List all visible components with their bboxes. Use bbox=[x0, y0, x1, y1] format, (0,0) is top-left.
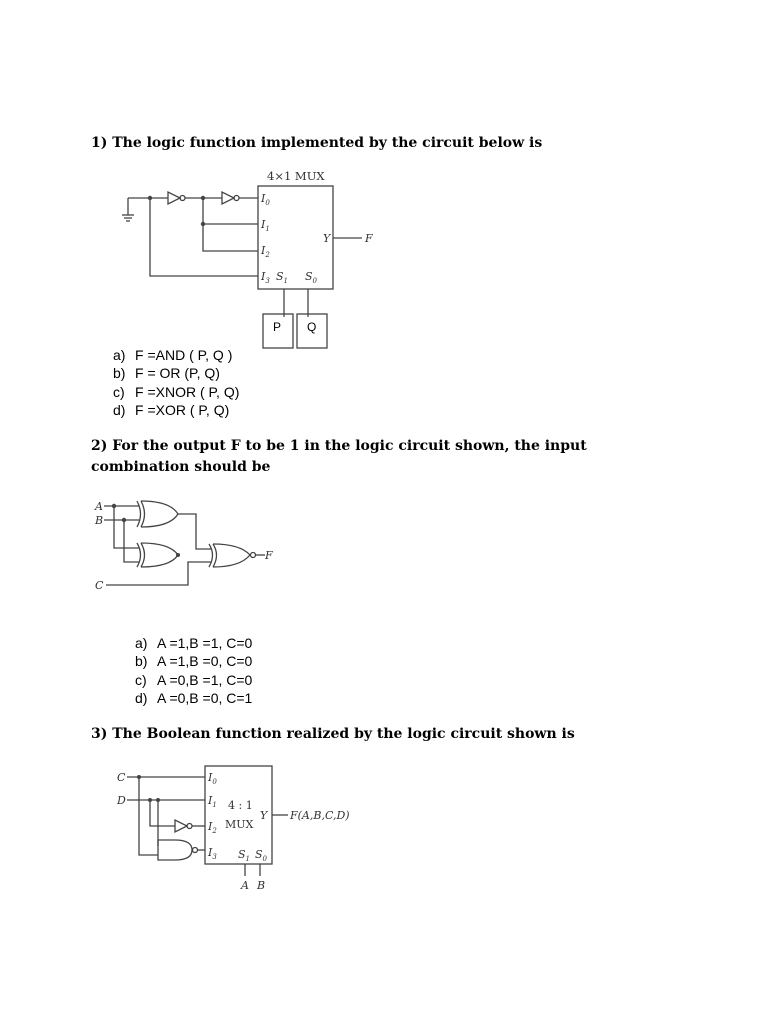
svg-text:I3: $I_3$ bbox=[208, 846, 217, 861]
svg-text:A: A bbox=[241, 879, 249, 892]
xor-gate-2 bbox=[137, 543, 178, 567]
mux-label-ratio: 4 : 1 bbox=[228, 799, 253, 812]
inverter-1 bbox=[168, 192, 185, 204]
box-p-label: P bbox=[273, 320, 282, 334]
svg-text:B: B bbox=[257, 879, 266, 892]
box-q-label: Q bbox=[307, 320, 317, 334]
svg-text:F: F bbox=[365, 232, 373, 245]
svg-text:C: C bbox=[117, 771, 126, 784]
svg-text:I0: $I_0$ bbox=[208, 771, 217, 786]
question-2-title-line-2: combination should be bbox=[91, 459, 271, 475]
nand-gate bbox=[158, 840, 198, 860]
svg-text:I0: $I_0$ bbox=[261, 192, 270, 207]
svg-text:S1: $S_1$ bbox=[238, 848, 251, 863]
svg-text:C: C bbox=[95, 579, 104, 592]
svg-text:D: D bbox=[117, 794, 126, 807]
question-3-title: 3) The Boolean function realized by the logic circuit shown is bbox=[91, 726, 575, 742]
svg-text:Y: Y bbox=[323, 232, 331, 245]
xor-gate-1 bbox=[137, 501, 178, 527]
svg-text:S0: $S_0$ bbox=[255, 848, 268, 863]
question-1-options bbox=[113, 346, 239, 419]
option-b: b) F = OR (P, Q) bbox=[113, 365, 220, 382]
option-b: b) A =1,B =0, C=0 bbox=[135, 653, 253, 670]
option-c: c) A =0,B =1, C=0 bbox=[135, 671, 253, 688]
svg-text:S0: $S_0$ bbox=[305, 270, 318, 285]
svg-text:S1: $S_1$ bbox=[276, 270, 289, 285]
question-2-circuit bbox=[90, 495, 290, 595]
xnor-gate bbox=[209, 544, 256, 567]
inverter bbox=[175, 820, 192, 832]
question-1-title: 1) The logic function implemented by the circuit below is bbox=[91, 135, 543, 151]
option-d: d) F =XOR ( P, Q) bbox=[113, 401, 230, 418]
option-a: a) A =1,B =1, C=0 bbox=[135, 635, 253, 651]
svg-text:I1: $I_1$ bbox=[208, 794, 217, 809]
question-1-circuit bbox=[115, 165, 373, 355]
inverter-2 bbox=[222, 192, 239, 204]
option-a: a) F =AND ( P, Q ) bbox=[113, 347, 233, 363]
option-c: c) F =XNOR ( P, Q) bbox=[113, 383, 240, 400]
mux-title: 4×1 MUX bbox=[267, 169, 325, 183]
svg-text:I2: $I_2$ bbox=[208, 820, 217, 835]
svg-text:Y: Y bbox=[260, 809, 268, 822]
svg-text:B: B bbox=[95, 514, 104, 527]
question-2-options bbox=[135, 634, 252, 707]
svg-text:I3: $I_3$ bbox=[261, 270, 270, 285]
svg-text:A: A bbox=[95, 500, 103, 513]
svg-text:F(A,B,C,D): F(A,B,C,D) bbox=[290, 809, 350, 822]
mux-label: MUX bbox=[225, 818, 254, 831]
question-3-circuit bbox=[112, 760, 362, 895]
svg-text:F: F bbox=[265, 549, 273, 562]
svg-text:I1: $I_1$ bbox=[261, 218, 270, 233]
option-d: d) A =0,B =0, C=1 bbox=[135, 689, 253, 706]
svg-text:I2: $I_2$ bbox=[261, 244, 270, 259]
question-2-title-line-1: 2) For the output F to be 1 in the logic circuit shown, the input bbox=[91, 438, 587, 454]
ground-symbol bbox=[122, 198, 134, 221]
